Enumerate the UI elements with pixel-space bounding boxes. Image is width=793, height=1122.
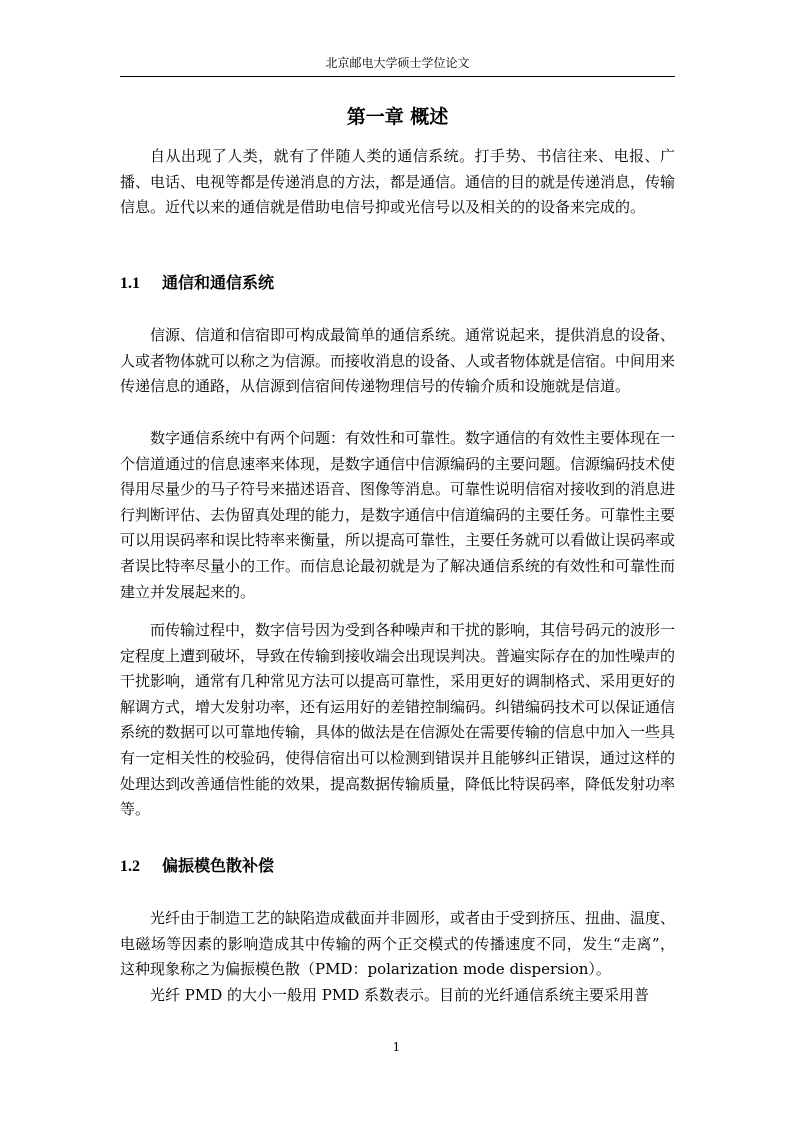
- section-number: 1.2: [120, 858, 140, 875]
- section-title: 通信和通信系统: [162, 273, 275, 292]
- running-header: [120, 52, 675, 77]
- body-paragraph: 信源、信道和信宿即可构成最简单的通信系统。通常说起来，提供消息的设备、人或者物体就可以称之为信源。而接收消息的设备、人或者物体就是信宿。中间用来传递信息的通路，从信源到信宿间传递物理信号的传输介质和设施就是信道。: [120, 326, 676, 396]
- intro-paragraph: 自从出现了人类，就有了伴随人类的通信系统。打手势、书信往来、电报、广播、电话、电视等都是传递消息的方法，都是通信。通信的目的就是传递消息，传输信息。近代以来的通信就是借助电信号抑或光信号以及相关的的设备来完成的。: [120, 147, 676, 217]
- running-header-title: 北京邮电大学硕士学位论文: [325, 56, 470, 70]
- body-paragraph: 而传输过程中，数字信号因为受到各种噪声和干扰的影响，其信号码元的波形一定程度上遭到破坏，导致在传输到接收端会出现误判决。普遍实际存在的加性噪声的干扰影响，通常有几种常见方法可以提高可靠性，采用更好的调制格式、采用更好的解调方式，增大发射功率，还有运用好的差错控制编码。纠错编码技术可以保证通信系统的数据可以可靠地传输，具体的做法是在信源处在需要传输的信息中加入一些具有一定相关性的校验码，使得信宿出可以检测到错误并且能够纠正错误，通过这样的处理达到改善通信性能的效果，提高数据传输质量，降低比特误码率，降低发射功率等。: [120, 621, 676, 819]
- body-paragraph: 光纤 PMD 的大小一般用 PMD 系数表示。目前的光纤通信系统主要采用普: [150, 986, 650, 1004]
- section-heading-1-2: [120, 855, 675, 878]
- section-number: 1.1: [120, 275, 140, 292]
- body-paragraph: 数字通信系统中有两个问题：有效性和可靠性。数字通信的有效性主要体现在一个信道通过的信息速率来体现，是数字通信中信源编码的主要问题。信源编码技术使得用尽量少的马子符号来描述语音、图像等消息。可靠性说明信宿对接收到的消息进行判断评估、去伪留真处理的能力，是数字通信中信道编码的主要任务。可靠性主要可以用误码率和误比特率来衡量，所以提高可靠性，主要任务就可以看做让误码率或者误比特率尽量小的工作。而信息论最初就是为了解决通信系统的有效性和可靠性而建立并发展起来的。: [120, 429, 676, 601]
- section-heading-1-1: [120, 272, 675, 295]
- chapter-title: 第一章 概述: [346, 106, 449, 128]
- section-title: 偏振模色散补偿: [162, 856, 275, 875]
- page-number: 1: [392, 1040, 401, 1054]
- body-paragraph: 光纤由于制造工艺的缺陷造成截面并非圆形，或者由于受到挤压、扭曲、温度、电磁场等因素的影响造成其中传输的两个正交模式的传播速度不同，发生“走离”，这种现象称之为偏振模色散（PMD：polarization mode dispersion）。: [120, 909, 676, 979]
